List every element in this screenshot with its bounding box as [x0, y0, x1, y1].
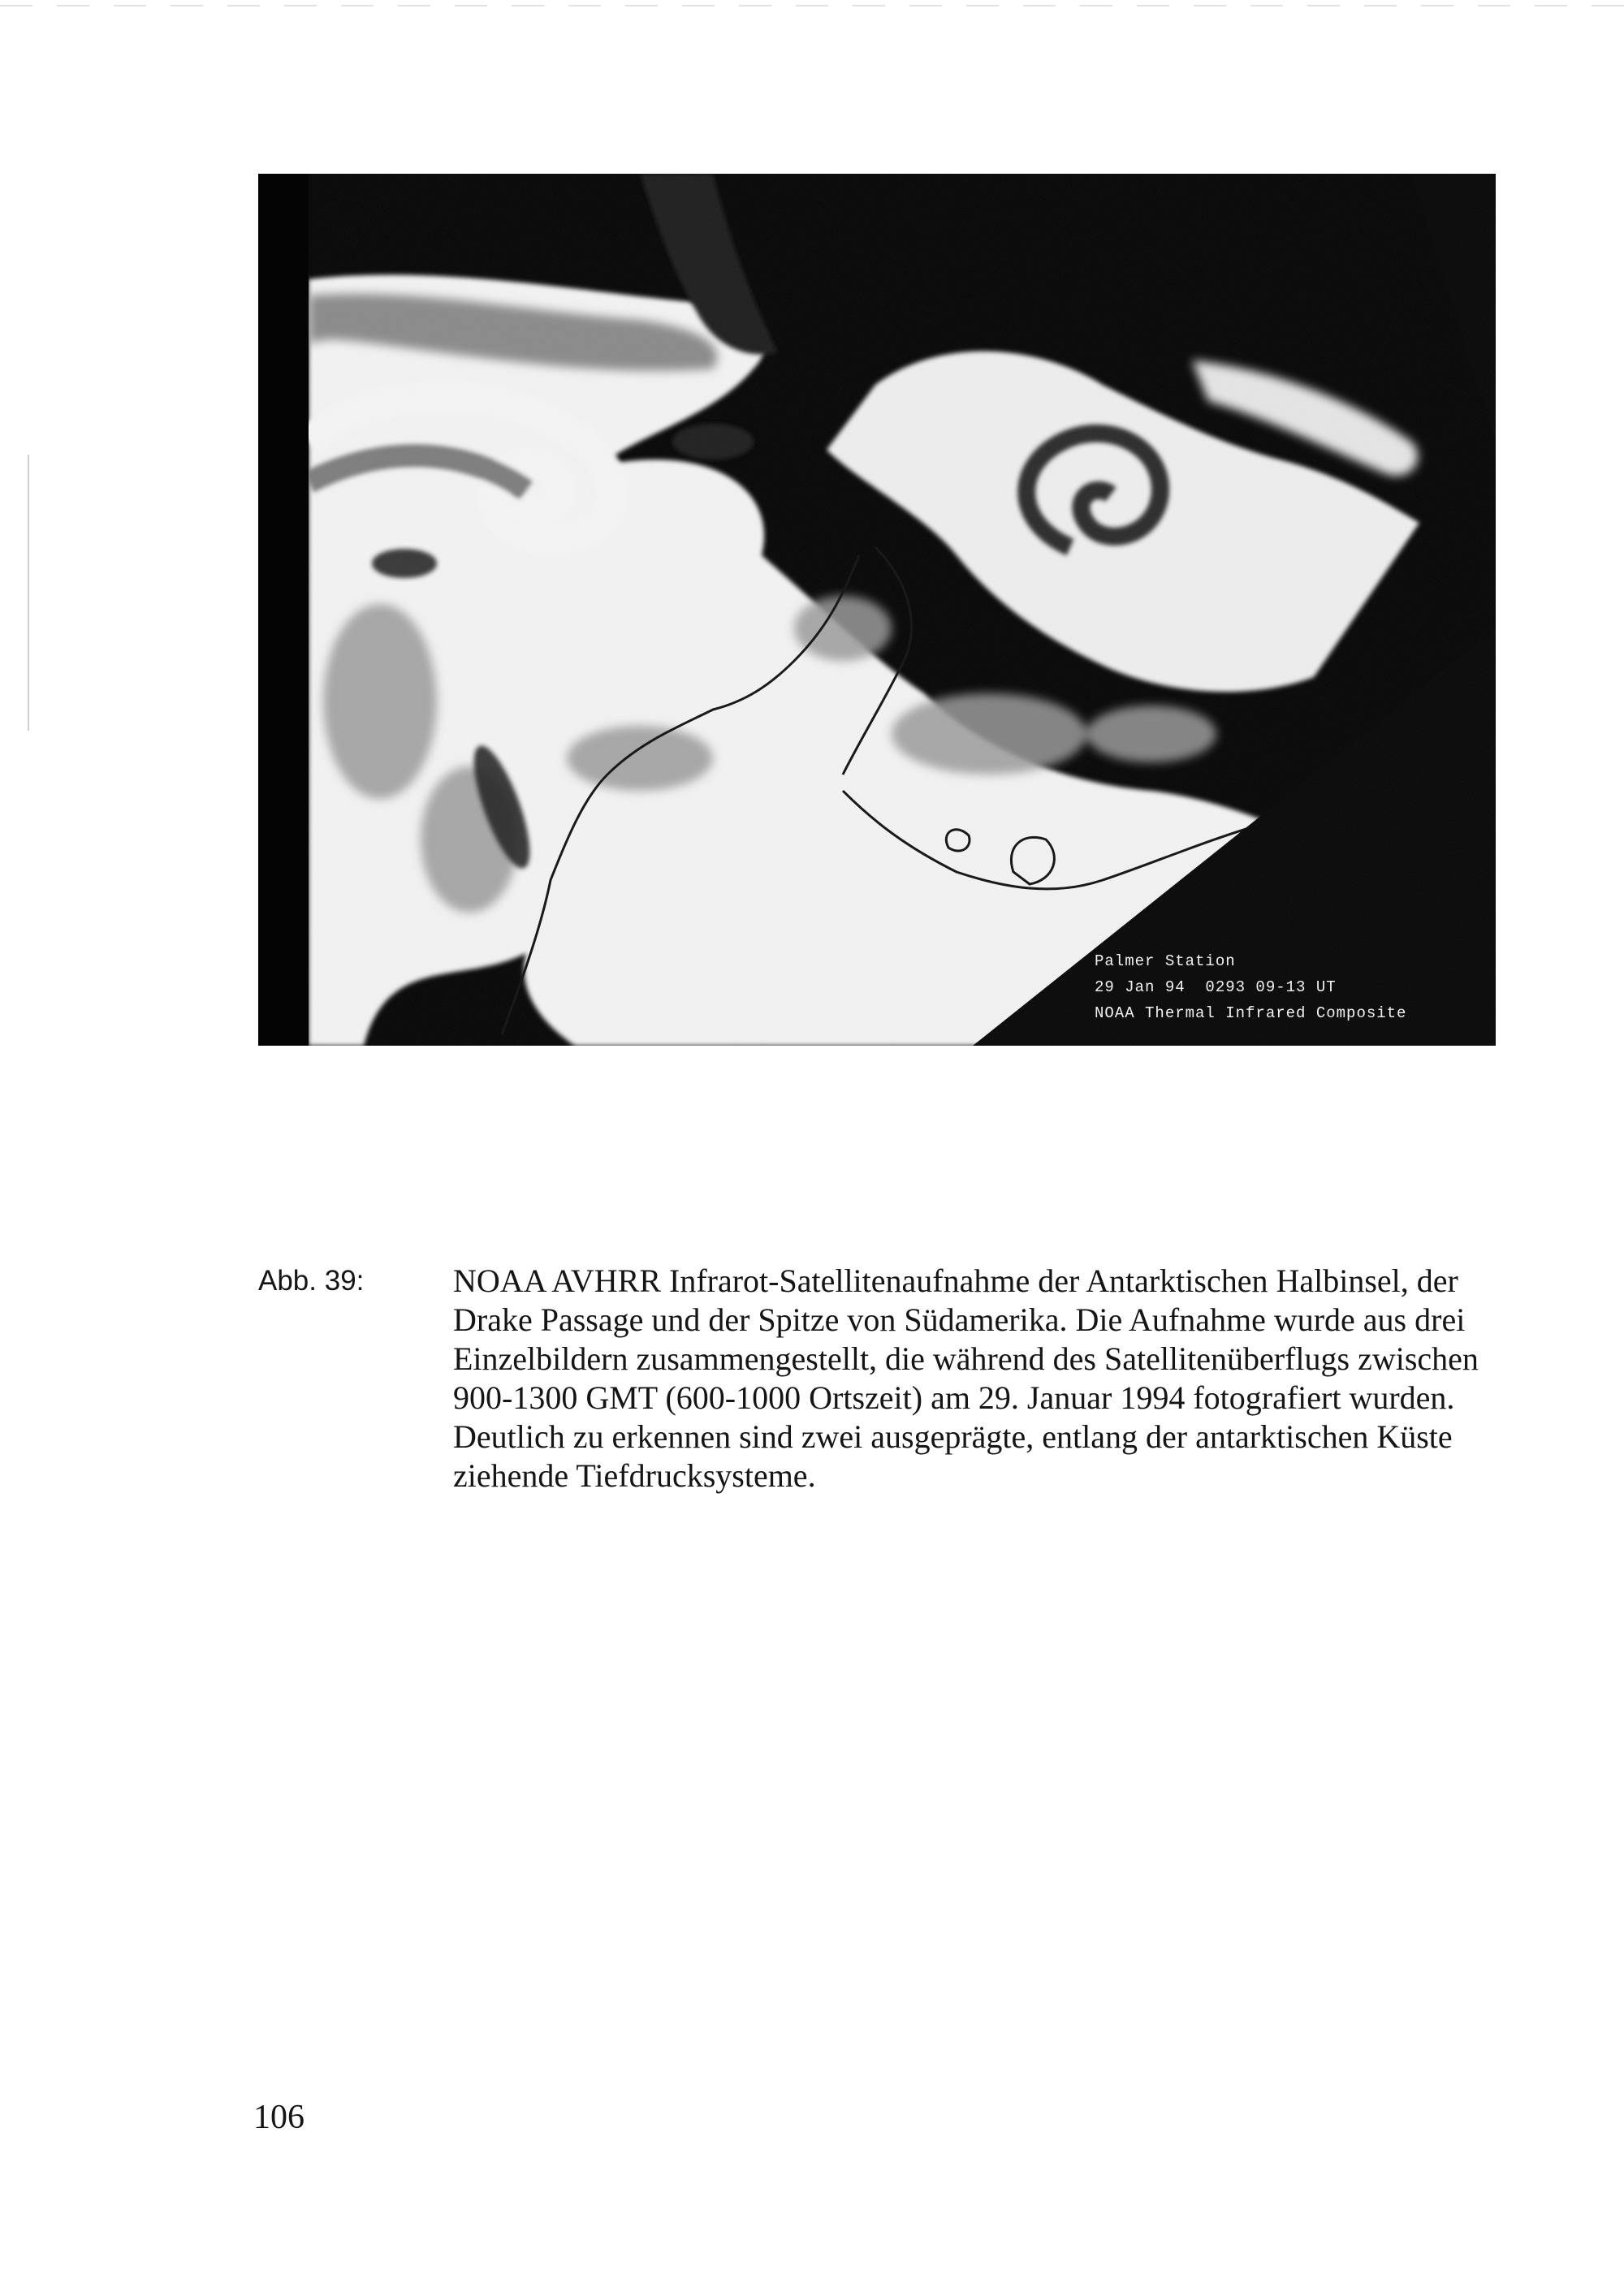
caption-line: ziehende Tiefdrucksysteme.: [453, 1457, 816, 1494]
caption-label: Abb. 39:: [258, 1265, 365, 1297]
caption-line: Einzelbildern zusammengestellt, die während des Satellitenüberflugs zwischen: [453, 1340, 1479, 1377]
scan-edge-artifact: [0, 5, 1624, 6]
caption-line: NOAA AVHRR Infrarot-Satellitenaufnahme der Antarktischen Halbinsel, der: [453, 1262, 1458, 1299]
page-number: 106: [253, 2099, 304, 2136]
caption-line: Deutlich zu erkennen sind zwei ausgeprägte, entlang der antarktischen Küste: [453, 1418, 1453, 1455]
satellite-image-graphic: [258, 174, 1496, 1046]
overlay-line: NOAA Thermal Infrared Composite: [1095, 1004, 1407, 1022]
image-overlay-label: [1095, 948, 1406, 1026]
caption-line: 900-1300 GMT (600-1000 Ortszeit) am 29. Januar 1994 fotografiert wurden.: [453, 1379, 1455, 1416]
scan-margin-mark: [28, 455, 29, 731]
overlay-line: Palmer Station: [1095, 952, 1236, 970]
overlay-line: 29 Jan 94 0293 09-13 UT: [1095, 978, 1337, 996]
satellite-image: [258, 174, 1496, 1046]
caption-line: Drake Passage und der Spitze von Südamerika. Die Aufnahme wurde aus drei: [453, 1301, 1466, 1338]
caption-text: [453, 1262, 1501, 1495]
